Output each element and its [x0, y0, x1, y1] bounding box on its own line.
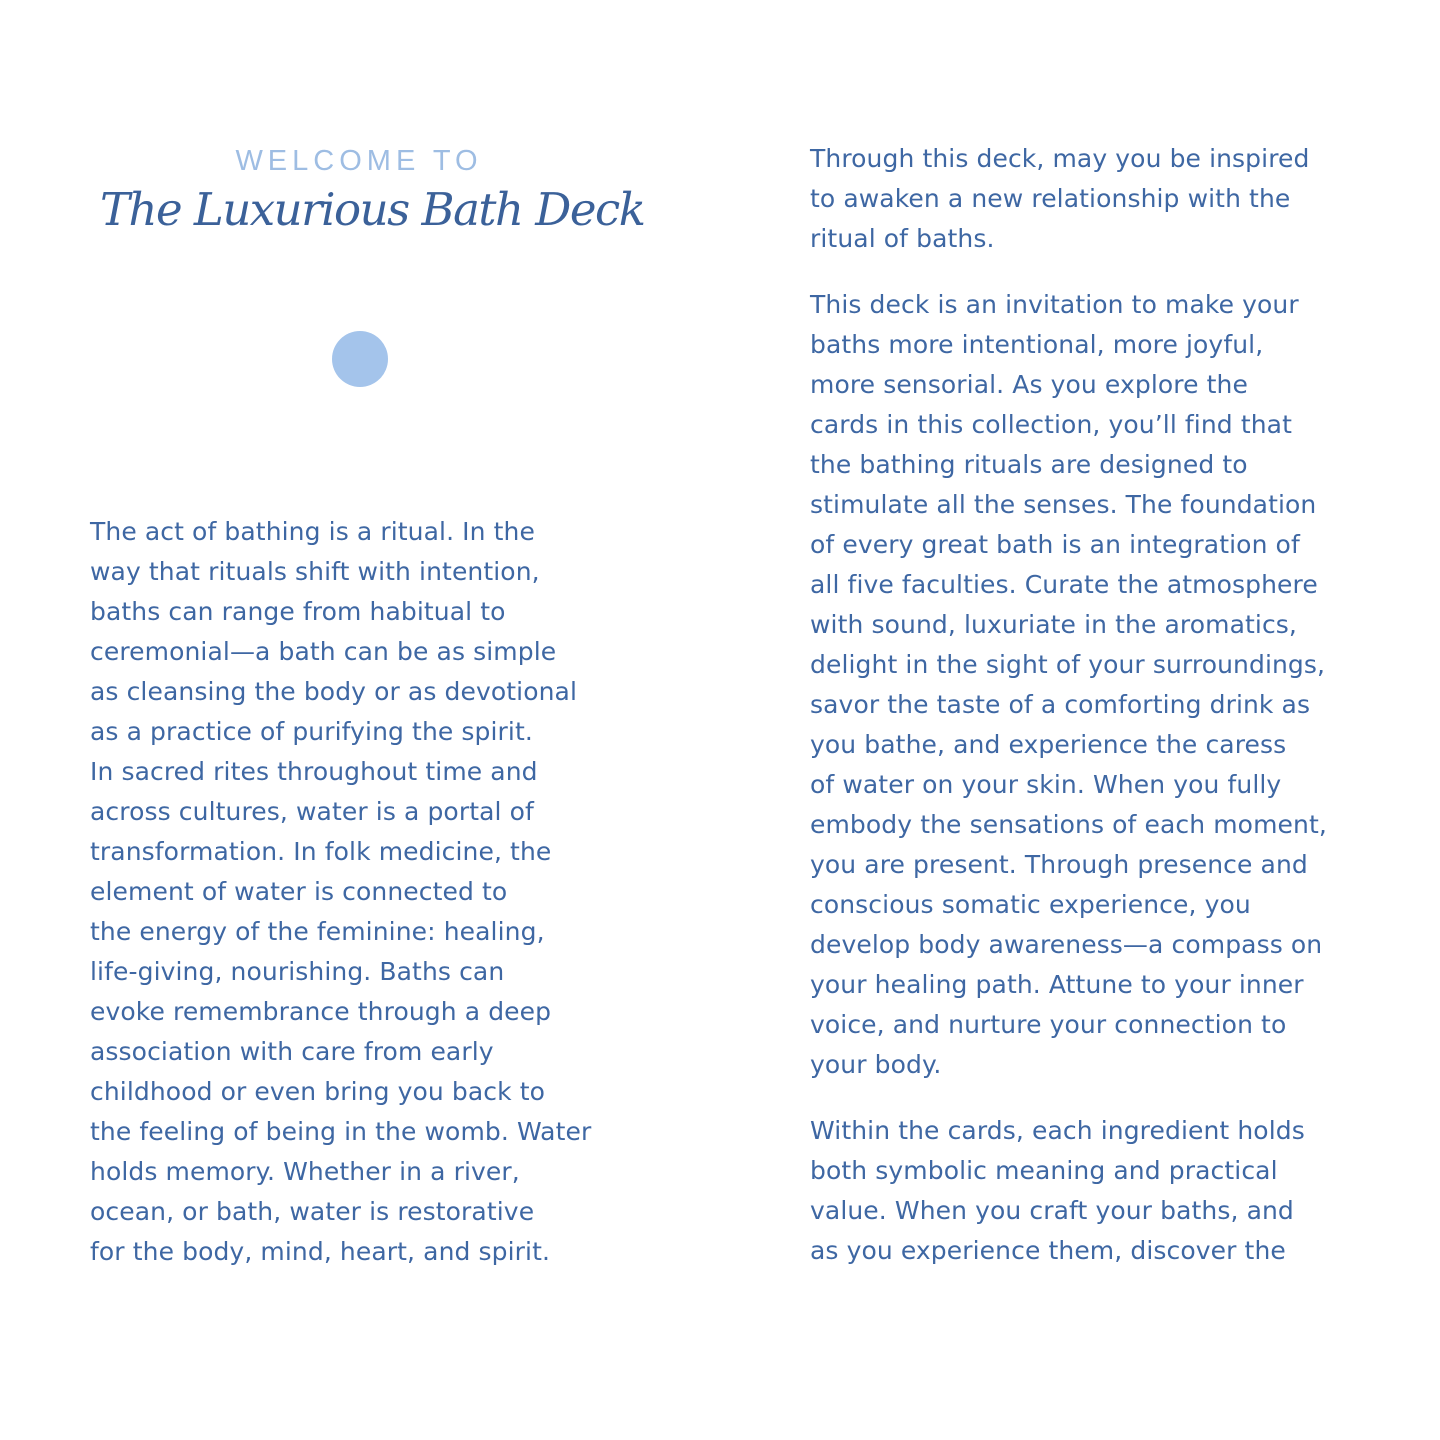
right-body-paragraph-2: This deck is an invitation to make your baths more intentional, more joyful, more sensorial. As you explore the cards in this collection, you’ll find that the bathing rituals are designed to stimulate all the senses. The foundation of every great bath is an integration of all five faculties. Curate the atmosphere with sound, luxuriate in the aromatics, delight in the sight of your surroundings, savor the taste of a comforting drink as you bathe, and experience the caress of water on your skin. When you fully embody the sensations of each moment, you are present. Through presence and conscious somatic experience, you develop body awareness—a compass on your healing path. Attune to your inner voice, and nurture your connection to your body.: [810, 290, 1327, 1079]
left-body-paragraph: The act of bathing is a ritual. In the way that rituals shift with intention, baths can range from habitual to ceremonial—a bath can be as simple as cleansing the body or as devotional as a practice of purifying the spirit. In sacred rites throughout time and across cultures, water is a portal of transformation. In folk medicine, the element of water is connected to the energy of the feminine: healing, life-giving, nourishing. Baths can evoke remembrance through a deep association with care from early childhood or even bring you back to the feeling of being in the womb. Water holds memory. Whether in a river, ocean, or bath, water is restorative for the body, mind, heart, and spirit.: [90, 517, 592, 1266]
welcome-kicker: WELCOME TO: [235, 145, 483, 177]
right-body-paragraph-3: Within the cards, each ingredient holds both symbolic meaning and practical value. When you craft your baths, and as you experience them, discover the: [810, 1116, 1305, 1265]
right-body-paragraph-1: Through this deck, may you be inspired to awaken a new relationship with the ritual of baths.: [810, 144, 1310, 253]
decorative-dot-icon: [332, 331, 388, 387]
page-title: The Luxurious Bath Deck: [100, 183, 645, 236]
